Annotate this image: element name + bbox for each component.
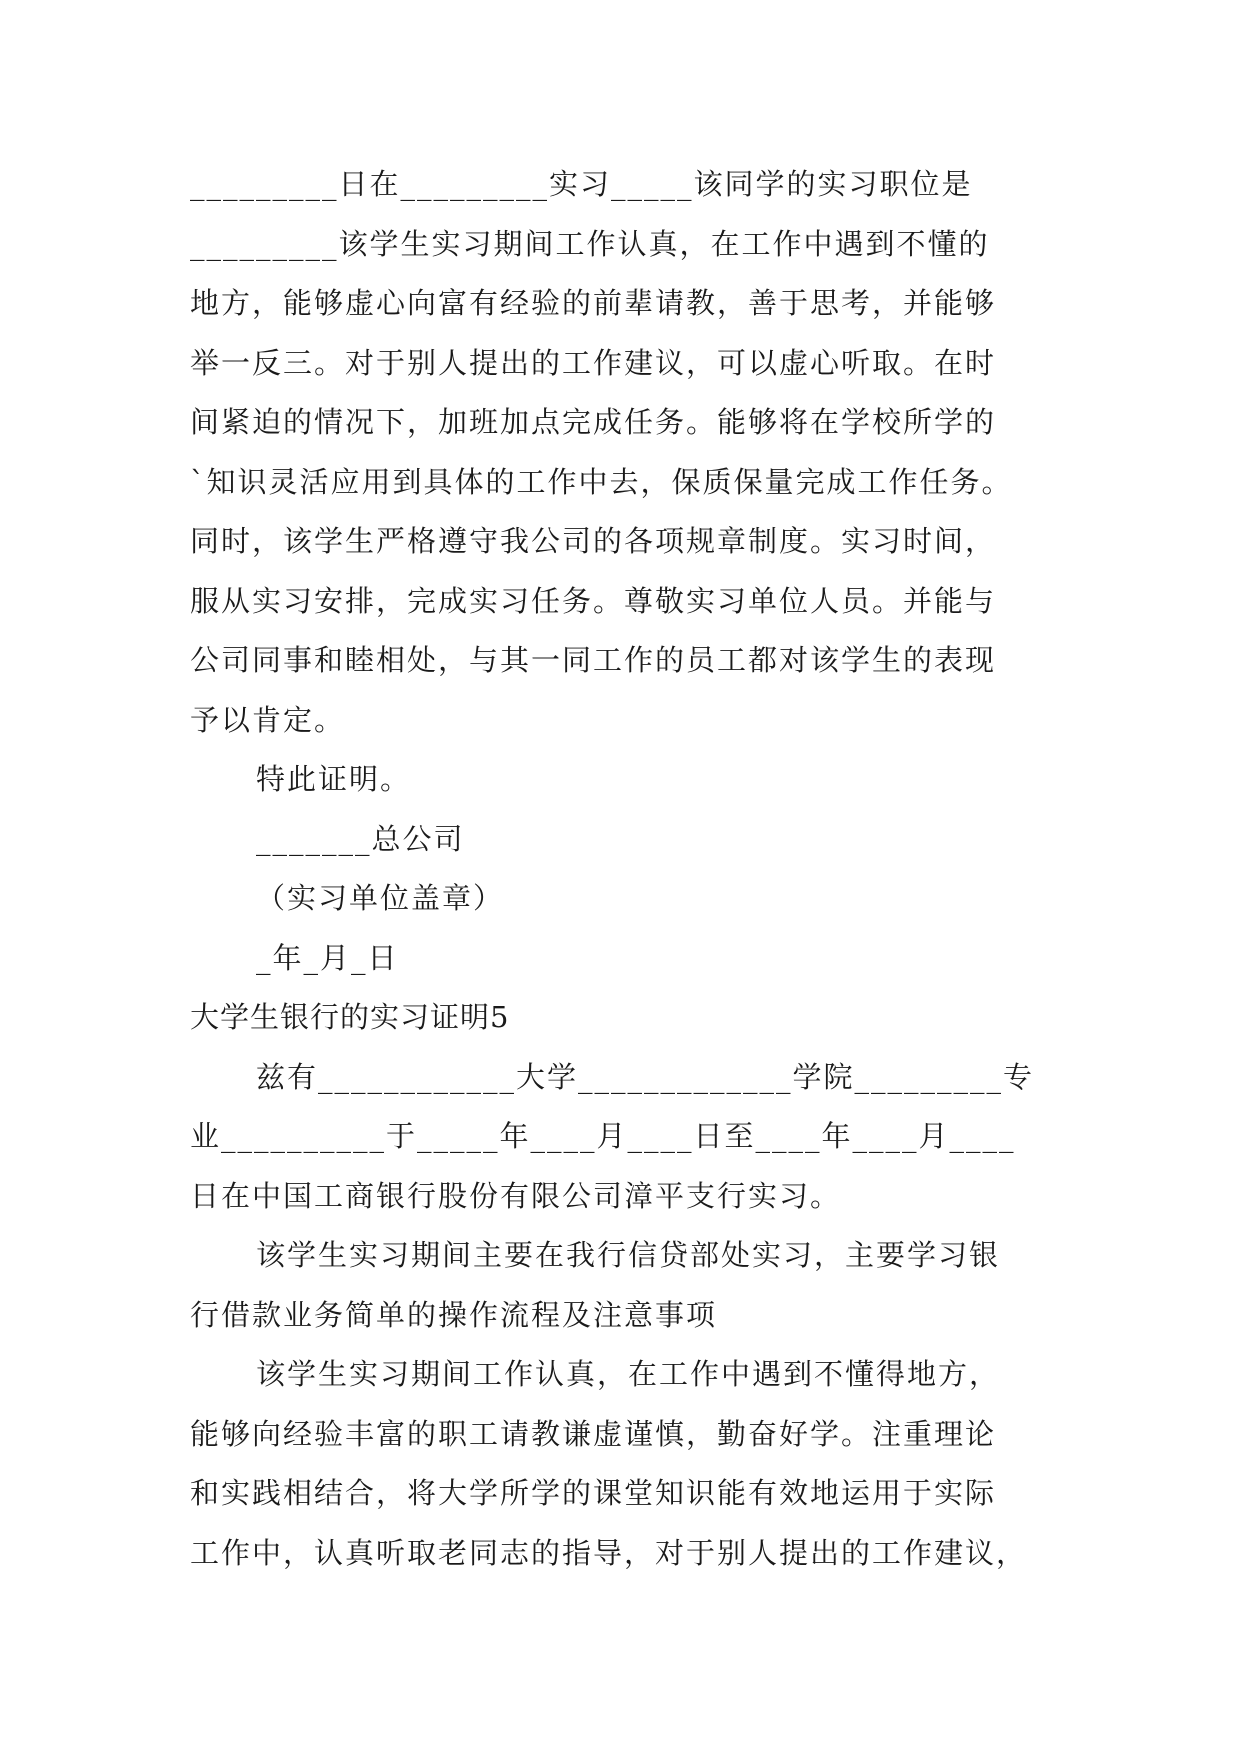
text-line: _________日在_________实习_____该同学的实习职位是 [190, 167, 973, 201]
text-line: 举一反三。对于别人提出的工作建议，可以虚心听取。在时 [190, 345, 997, 380]
text-line: 服从实习安排，完成实习任务。尊敬实习单位人员。并能与 [190, 583, 997, 618]
text-line: 间紧迫的情况下，加班加点完成任务。能够将在学校所学的 [190, 405, 997, 439]
text-line: 业__________于_____年____月____日至____年____月____ [190, 1119, 1016, 1153]
text-line: 行借款业务简单的操作流程及注意事项 [190, 1297, 718, 1332]
text-line: 同时，该学生严格遵守我公司的各项规章制度。实习时间， [190, 524, 997, 558]
text-line: 工作中，认真听取老同志的指导，对于别人提出的工作建议， [190, 1535, 1028, 1570]
text-line: 公司同事和睦相处，与其一同工作的员工都对该学生的表现 [190, 643, 997, 677]
document-body [190, 155, 1060, 1583]
text-line: 兹有____________大学_____________学院_________专 [256, 1059, 1035, 1094]
text-line: 该学生实习期间工作认真，在工作中遇到不懂得地方， [256, 1357, 1001, 1391]
text-line: 日在中国工商银行股份有限公司漳平支行实习。 [190, 1178, 842, 1213]
text-line: 和实践相结合，将大学所学的课堂知识能有效地运用于实际 [190, 1476, 997, 1510]
text-line: 予以肯定。 [190, 702, 346, 737]
text-line: 能够向经验丰富的职工请教谦虚谨慎，勤奋好学。注重理论 [190, 1416, 997, 1451]
text-line: 地方，能够虚心向富有经验的前辈请教，善于思考，并能够 [190, 286, 997, 320]
company-name-line: _______总公司 [256, 821, 465, 856]
text-line: `知识灵活应用到具体的工作中去，保质保量完成工作任务。 [190, 464, 1013, 499]
certification-statement: 特此证明。 [256, 762, 412, 796]
seal-note: （实习单位盖章） [256, 881, 505, 915]
date-line: _年_月_日 [256, 940, 399, 975]
text-line: _________该学生实习期间工作认真，在工作中遇到不懂的 [190, 226, 990, 261]
section-title: 大学生银行的实习证明5 [190, 1000, 510, 1034]
text-line: 该学生实习期间主要在我行信贷部处实习，主要学习银 [256, 1238, 1001, 1272]
